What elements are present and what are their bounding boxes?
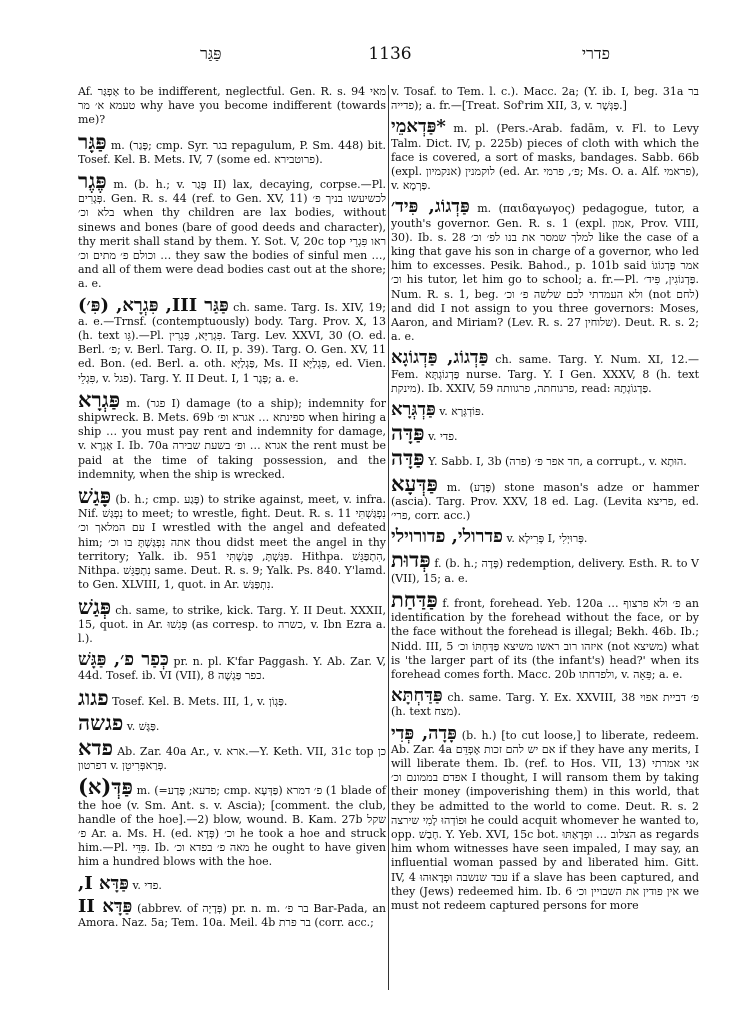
entry-text: v. פּוֹדְגְּרָא. xyxy=(439,405,485,419)
entry-text: (b. h.; cmp. פָּגַע) to strike against, meet, v. infra. Nif. נִפְגַּשׁ to meet; to wrestle, fight. Deut. R. s. 11 נִפְגַּשְׁתִּי עם המלאך וכ׳ I wrestled with the angel and defeated him; אתה נִפְגַּשְׁתָּ בו וכ׳ thou didst meet the angel in thy territory; Yalk. ib. 951 פִּגַּשְׁתָּ, פָּגַשְׁתִּי. Hithpa. הִתְפַּגֵּשׁ, Nithpa. נִתְפַּגֵּשׁ same. Deut. R. s. 9; Yalk. Ps. 840. Y'lamd. to Gen. XLVIII, 1, quot. in Ar. נִתְפַּגַּשׁ. xyxy=(78,493,387,592)
entry-text: v. פַּגָּשׁ. xyxy=(126,719,160,733)
dictionary-entry xyxy=(78,734,386,773)
entry-text: Ab. Zar. 40a Ar., v. ארא.—Y. Keth. VII, 31c top כן דפרטון v. פְּרַאפְּרִיטֵן. xyxy=(78,744,386,773)
dictionary-entry xyxy=(78,593,387,647)
entry-headword: פַּגְרָא xyxy=(78,386,121,412)
dictionary-entry xyxy=(391,722,700,914)
entry-text: v. פדי. xyxy=(428,430,458,444)
entry-headword: פַּדְגוֹג, פַּדְגוֹגָא xyxy=(391,347,489,369)
entry-headword: פַּגַּר III, פִּגְרָא, (פִּ׳) xyxy=(78,294,229,316)
dictionary-entry xyxy=(391,116,700,193)
entry-text: Af. אַפְגַּר to be indifferent, neglectful. Gen. R. s. 94 מאי טעמא א׳ מר why have you become indifferent (towards me)? xyxy=(78,85,386,127)
entry-text: m. (b. h.; v. פָּגַר II) lax, decaying, corpse.—Pl. פְּגָרִים. Gen. R. s. 44 (ref. to Gen. XV, 11) לכשיעשו בניך פ׳ בלא וכ׳ when thy children are lax bodies, without sinews and bones (bare of good deeds and character), thy merit shall stand by them. Y. Sot. V, 20c top ראו פִּגְרֵי וכולם פ׳ מתים וכ׳ … they saw the bodies of sinful men …, and all of them were dead bodies cast out at the shore; a. e. xyxy=(78,178,387,291)
dictionary-entry xyxy=(78,168,387,292)
dictionary-entry xyxy=(78,684,386,710)
dictionary-entry xyxy=(391,586,700,682)
entry-text: m. (פָּדַע) stone mason's adze or hammer (ascia). Targ. Prov. XXV, 18 ed. Lag. (Levita פריצא, ed. פרי׳, corr. acc.) xyxy=(391,480,700,523)
dictionary-entry xyxy=(391,420,699,446)
page-header xyxy=(70,44,710,70)
entry-headword: פֶּגֶר xyxy=(78,168,107,194)
dictionary-entry xyxy=(78,483,387,592)
entry-headword: פַּדַּחַת xyxy=(391,586,438,612)
entry-headword: פַּדְגְּרָא xyxy=(391,399,436,421)
entry-text: Y. Sabb. I, 3b (פרה) חד אפר פ׳, a corrupt., v. הוּתָא. xyxy=(428,455,687,469)
entry-headword: פַּדָּא II xyxy=(78,895,133,917)
right-column xyxy=(391,85,699,920)
entry-text: ch. same. Targ. Y. Num. XI, 12.—Fem. פַּדְגוֹגְתָּא nurse. Targ. Y. I Gen. XXXV, 8 (h. text מינקת). Ib. XXIV, 59 פרגוחתה, פרגוותה, read: פַּדְגוֹגְתָהּ. xyxy=(391,353,700,395)
entry-text: m. (פָּגַר; cmp. Syr. בגר repagulum, P. Sm. 448) bit. Tosef. Kel. B. Mets. IV, 7 (some ed. פרוטבירא). xyxy=(78,138,387,166)
entry-text: m. pl. (Pers.-Arab. fadām, v. Fl. to Levy Talm. Dict. IV, p. 225b) pieces of cloth with which the face is covered, a sort of masks, bandages. Sabb. 66b (expl. אנקמיון) לוקמנין (ed. Ar. פ׳, פרמי; Ms. O. a. Alf. פראמי), v. פַּרְמָא. xyxy=(391,122,700,193)
dictionary-entry xyxy=(391,470,700,524)
entry-text: (b. h.) [to cut loose,] to liberate, redeem. Ab. Zar. 4a אם יש להם זכות אֶפְדֵּם if they have any merits, I will liberate them. Ib. (ref. to Hos. VII, 13) אני אמרתי אפדם בממונם וכ׳ I thought, I will ransom them by taking their money (impoverishing them) in this world, that they be admitted to the world to come. Deut. R. s. 2 וּפוֹדְהוּ לָמִי שירצה he could acquit whomever he wanted to, opp. חָבַשׁ. Y. Yeb. XVI, 15c bot. הצלוב … וּפְדָאַתּוּ as regards him whom witnesses have seen impaled, I may say, an influential woman passed by and liberated him. Gitt. IV, 4 עבד שנשבה וּפְדָאוּהוּ if a slave has been captured, and they (Jews) redeemed him. Ib. 6 אין פודין את השבויין וכ׳ we must not redeem captured persons for more xyxy=(391,728,700,912)
entry-headword: פַּדַּחְתָּא xyxy=(391,685,443,707)
entry-headword: פַּדָּא I, xyxy=(78,872,129,894)
entry-headword: פַּדְּ(א) xyxy=(78,774,133,800)
page-number: 1136 xyxy=(368,44,412,64)
dictionary-entry xyxy=(78,386,387,482)
entry-text: f. front, forehead. Yeb. 120a … פ׳ ולא פרצוף an identification by the forehead without the face, or by the face without the forehead is illegal; Bekh. 46b. Ib.; Nidd. III, 5 איזהו רוב ראשו משיצא פַּדַּחְתּוֹ וכ׳ (not משיצא) what is 'the larger part of its (the infant's) head?' when its forehead comes forth. Macc. 20b ולפדחתו, v. פֵּאָה; a. e. xyxy=(391,596,700,681)
dictionary-entry xyxy=(391,547,699,585)
dictionary-entry xyxy=(391,685,699,719)
dictionary-entry xyxy=(78,649,387,683)
entry-text: v. פְּרִילָא I, פְּרוּיְלִי. xyxy=(506,532,588,546)
entry-text: m. (παιδαγωγος) pedagogue, tutor, a youth's governor. Gen. R. s. 1 (expl. אמון, Prov. VIII, 30). Ib. s. 28 למלך שמסר את בנו לפ׳ וכ׳ like the case of a king that gave his son in charge of a governor, who led him to excesses. Pesik. Bahod., p. 101b said אמר פַּדְגוֹגוֹ וכ׳ his tutor, let him go to school; a. fr.—Pl. פַּדְגוֹגִין, פִּיד׳. Num. R. s. 1, beg. ולא העמדתי לכם שלשה פ׳ וכ׳ (not לחם) and did I not assign to you three governors: Moses, Aaron, and Miriam? (Lev. R. s. 27 שלוחין). Deut. R. s. 2; a. e. xyxy=(391,202,700,344)
entry-headword: פַּדָּה xyxy=(391,420,425,446)
entry-headword: פדא xyxy=(78,734,114,760)
column-divider xyxy=(388,85,389,990)
entry-headword: פַּגָּר xyxy=(78,128,107,154)
dictionary-entry xyxy=(78,895,386,930)
entry-headword: פַּדְגוֹג, פִּיד׳ xyxy=(391,196,470,218)
dictionary-entry xyxy=(391,85,699,113)
entry-text: (abbrev. of פְּדָיָה) pr. n. m. בר פ׳ Bar-Pada, an Amora. Naz. 5a; Tem. 10a. Meil. 4b בר פרת (corr. acc.; xyxy=(78,901,386,929)
entry-text: m. (=פדעא; פָּדַע; cmp. פַּדְּעָא) 1) פ׳ דמרא blade of the hoe (v. Sm. Ant. s. v. Ascia); [comment. the club, handle of the hoe].—2) blow, wound. B. Kam. 27b שקל פ׳ Ar. a. Ms. H. (ed. פְּדָא) וכ׳ he took a hoe and struck him.—Pl. פִּדֵּי. Ib. מאה פ׳ בפדא וכ׳ he ought to have given him a hundred blows with the hoe. xyxy=(78,784,387,869)
entry-text: f. (b. h.; פָּדָה) redemption, delivery. Esth. R. to V (VII), 15; a. e. xyxy=(391,557,699,585)
dictionary-entry xyxy=(391,445,699,471)
dictionary-entry xyxy=(78,872,386,894)
entry-headword: פַּדְּעָא xyxy=(391,470,438,496)
dictionary-entry xyxy=(78,85,386,128)
entry-headword: פדרולי, פדורוילי xyxy=(391,526,503,548)
entry-text: m. (פגר I) damage (to a ship); indemnity for shipwreck. B. Mets. 69b ספינתא … אגרא ופ׳ when hiring a ship … you must pay rent and indemnity for damage, v. אַגְרָא I. Ib. 70a אגרא … ופ׳ בשעת שבירה the rent must be paid at the time of taking possession, and the indemnity, when the ship is wrecked. xyxy=(78,396,387,481)
header-right-headword: פדרי xyxy=(581,44,610,63)
dictionary-entry xyxy=(78,774,387,869)
entry-headword: פגשה xyxy=(78,709,124,735)
dictionary-entry xyxy=(391,399,699,421)
dictionary-entry xyxy=(391,196,700,344)
entry-headword: פָּגַשׁ xyxy=(78,483,112,509)
entry-text: v. Tosaf. to Tem. l. c.). Macc. 2a; (Y. ib. I, beg. 31a בר פדייה); a. fr.—[Treat. Sof'rim XII, 3, v. פַּגְּשָׁר.] xyxy=(391,85,699,113)
left-column xyxy=(78,85,386,937)
entry-headword: כְּפַר פ׳, פַּגָּשׁ xyxy=(78,649,169,671)
entry-text: v. פדי. xyxy=(132,878,162,892)
entry-text: ch. same, to strike, kick. Targ. Y. II Deut. XXXII, 15, quot. in Ar. פְּגִשׁוּ (as corresp. to כשרה, v. Ibn Ezra a. l.). xyxy=(78,603,387,645)
entry-headword: פְּדוּת xyxy=(391,547,431,573)
entry-text: ch. same. Targ. Is. XIV, 19; a. e.—Trnsf. (contemptuously) body. Targ. Prov. X, 13 (h. text גֵּו).—Pl. פִּגְרַיָּא, פַּגְרִין. Targ. Lev. XXVI, 30 (O. ed. Berl. פ׳; v. Berl. Targ. O. II, p. 39). Targ. O. Gen. XV, 11 ed. Bon. (ed. Berl. a. oth. פַּגְלַיָּא, Ms. II פִּגְלַיָּא, ed. Vien. פִּגְלֵי, v. פגל). Targ. Y. II Deut. I, 1 פְּגָר; a. e. xyxy=(78,300,386,385)
header-left-headword: פַּגַּר xyxy=(200,44,222,63)
entry-headword: פָּדָה, פְּדִי xyxy=(391,722,457,744)
entry-headword: פַּדָּה xyxy=(391,445,425,471)
entry-headword: *פַּדְאמֵי xyxy=(391,116,446,138)
entry-headword: פְּגַשׁ xyxy=(78,593,112,619)
dictionary-entry xyxy=(78,709,386,735)
entry-text: ch. same. Targ. Y. Ex. XXVIII, 38 פ׳ דביית אפוי (h. text מצח). xyxy=(391,691,699,719)
dictionary-entry xyxy=(391,526,699,548)
dictionary-entry xyxy=(78,294,386,386)
entry-headword: פגוג xyxy=(78,684,109,710)
dictionary-entry xyxy=(78,128,387,167)
entry-text: Tosef. Kel. B. Mets. III, 1, v. פַּגְוֹן. xyxy=(112,694,288,708)
entry-text: pr. n. pl. K'far Paggash. Y. Ab. Zar. V, 44d. Tosef. ib. VI (VII), 8 כפר פַּגְשָׁה. xyxy=(78,655,387,683)
dictionary-entry xyxy=(391,347,700,396)
